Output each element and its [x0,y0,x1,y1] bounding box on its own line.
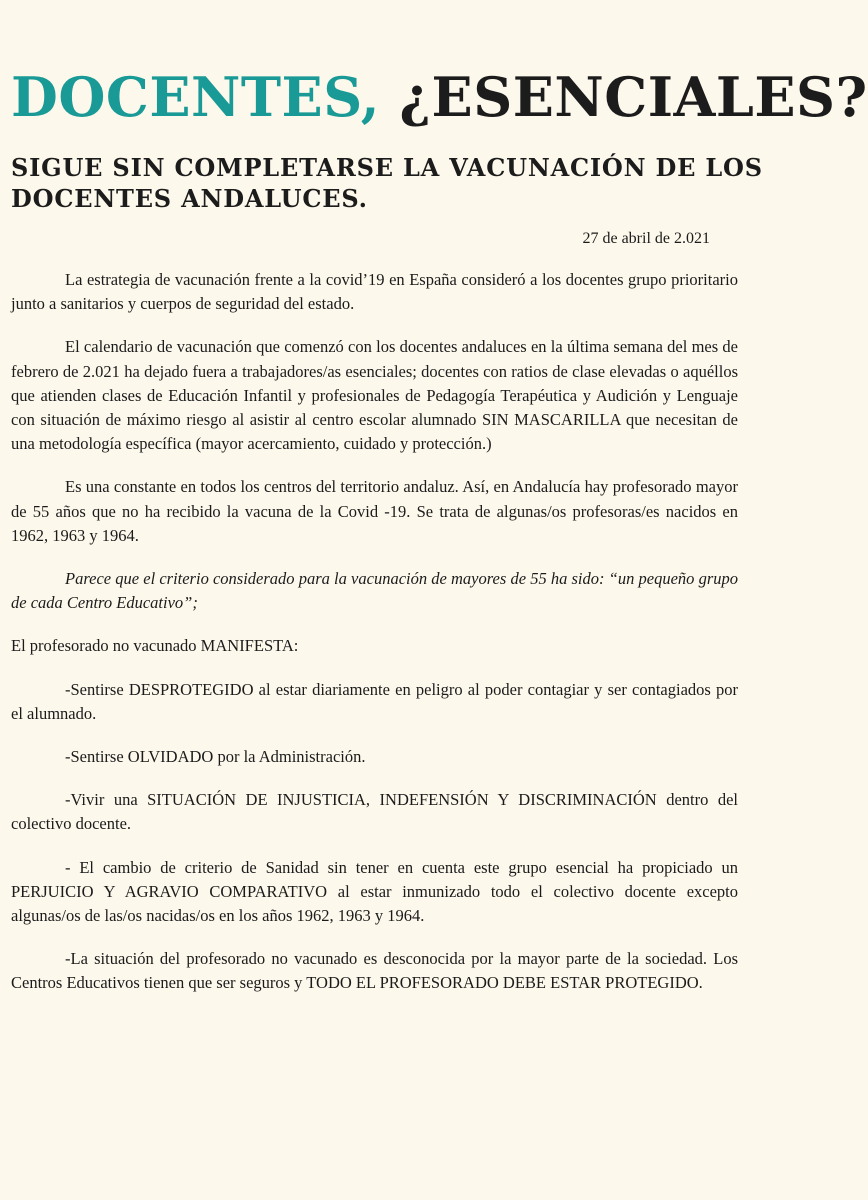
subheadline: SIGUE SIN COMPLETARSE LA VACUNACIÓN DE LOS DOCENTES ANDALUCES. [11,153,763,213]
headline [11,58,868,136]
list-item-desprotegido: -Sentirse DESPROTEGIDO al estar diariamente en peligro al poder contagiar y ser contagiados por el alumnado. [11,679,738,723]
list-item-situacion-desconocida: -La situación del profesorado no vacunado es desconocida por la mayor parte de la sociedad. Los Centros Educativos tienen que ser seguros y TODO EL PROFESORADO DEBE ESTAR PROTEGIDO. [11,949,738,993]
document-date: 27 de abril de 2.021 [582,230,710,247]
list-item-injusticia: -Vivir una SITUACIÓN DE INJUSTICIA, INDEFENSIÓN Y DISCRIMINACIÓN dentro del colectivo docente. [11,790,738,834]
document-body [11,268,738,1015]
headline-accent: DOCENTES, [11,65,381,129]
paragraph-vaccination-calendar: El calendario de vacunación que comenzó con los docentes andaluces en la última semana del mes de febrero de 2.021 ha dejado fuera a trabajadores/as esenciales; docentes con ratios de clase elevadas o aquéllos que atienden clases de Educación Infantil y profesionales de Pedagogía Terapéutica y Audición y Lenguaje con situación de máximo riesgo al asistir al centro escolar alumnado SIN MASCARILLA que necesitan de una metodología específica (mayor acercamiento, cuidado y protección.) [11,337,738,454]
headline-question: ¿ESENCIALES? [399,65,868,129]
paragraph-constant-situation: Es una constante en todos los centros del territorio andaluz. Así, en Andalucía hay profesorado mayor de 55 años que no ha recibido la vacuna de la Covid -19. Se trata de algunas/os profesoras/es nacidos en 1962, 1963 y 1964. [11,477,738,545]
paragraph-manifesta-intro: El profesorado no vacunado MANIFESTA: [11,636,299,656]
paragraph-criterion-quote: Parece que el criterio considerado para la vacunación de mayores de 55 ha sido: “un pequeño grupo de cada Centro Educativo”; [11,569,738,613]
list-item-perjuicio: - El cambio de criterio de Sanidad sin tener en cuenta este grupo esencial ha propiciado un PERJUICIO Y AGRAVIO COMPARATIVO al estar inmunizado todo el colectivo docente excepto algunas/os de las/os nacidas/os en los años 1962, 1963 y 1964. [11,857,738,926]
paragraph-vaccination-strategy: La estrategia de vacunación frente a la covid’19 en España consideró a los docentes grupo prioritario junto a sanitarios y cuerpos de seguridad del estado. [11,270,738,314]
list-item-olvidado: -Sentirse OLVIDADO por la Administración. [65,747,366,767]
